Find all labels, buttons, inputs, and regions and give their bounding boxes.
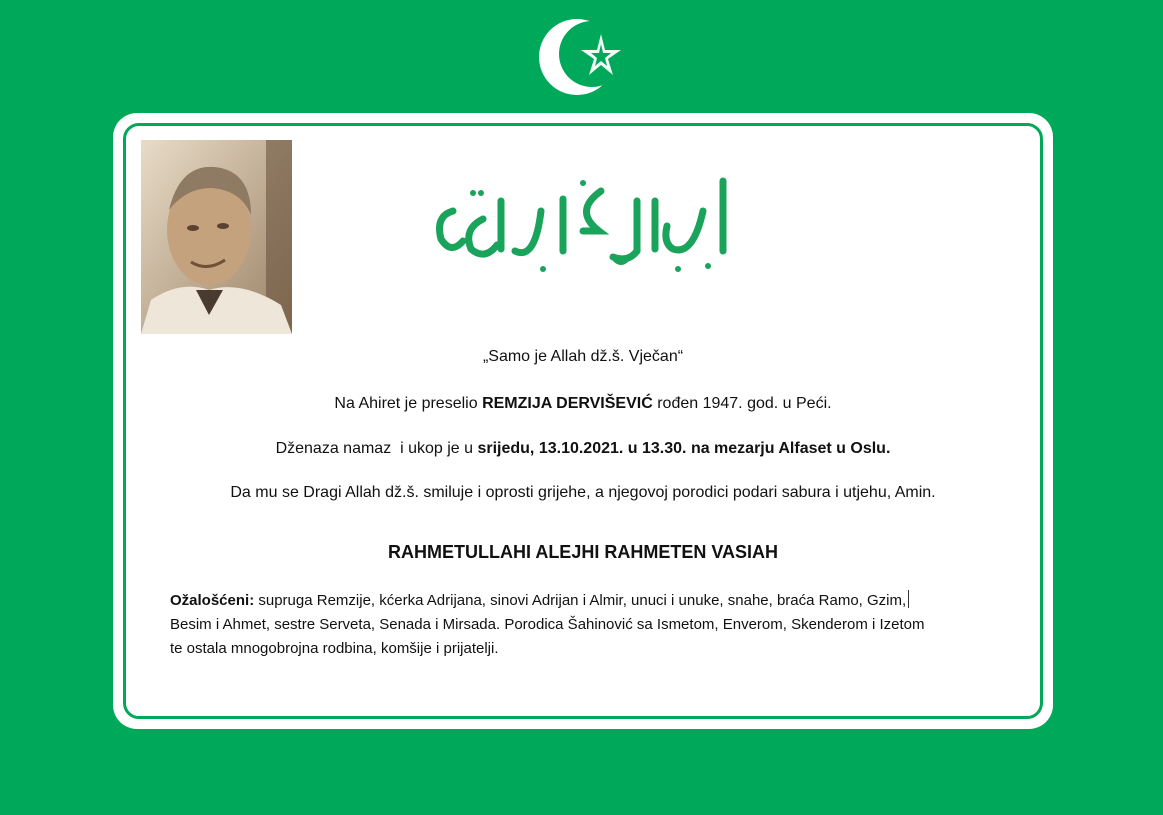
announce-prefix: Na Ahiret je preselio <box>334 395 483 412</box>
portrait-photo <box>141 140 292 334</box>
obituary-card <box>113 113 1053 729</box>
mourners-label: Ožalošćeni: <box>170 592 255 609</box>
announcement-line <box>113 395 1053 413</box>
mourners-text-1: supruga Remzije, kćerka Adrijana, sinovi Adrijan i Almir, unuci i unuke, snahe, braća Ramo, Gzim, <box>254 592 907 609</box>
prayer-line: Da mu se Dragi Allah dž.š. smiluje i oprosti grijehe, a njegovoj porodici podari sabura i utjehu, Amin. <box>230 484 936 501</box>
arabic-calligraphy <box>423 171 743 281</box>
deceased-name: REMZIJA DERVIŠEVIĆ <box>482 395 653 412</box>
mourners-paragraph <box>170 589 1040 661</box>
funeral-line <box>113 440 1053 458</box>
mourners-line-1 <box>170 589 1040 613</box>
text-cursor <box>908 590 909 608</box>
mourners-line-2: Besim i Ahmet, sestre Serveta, Senada i Mirsada. Porodica Šahinović sa Ismetom, Enverom, Skenderom i Izetom <box>170 616 925 633</box>
funeral-details: srijedu, 13.10.2021. u 13.30. na mezarju Alfaset u Oslu. <box>477 440 891 457</box>
funeral-prefix: Dženaza namaz i ukop je u <box>275 440 478 457</box>
quote-line: „Samo je Allah dž.š. Vječan“ <box>482 348 684 365</box>
mourners-line-3: te ostala mnogobrojna rodbina, komšije i prijatelji. <box>170 640 499 657</box>
announce-suffix: rođen 1947. god. u Peći. <box>652 395 832 412</box>
formula-heading: RAHMETULLAHI ALEJHI RAHMETEN VASIAH <box>388 542 778 562</box>
crescent-star-icon <box>537 14 629 100</box>
